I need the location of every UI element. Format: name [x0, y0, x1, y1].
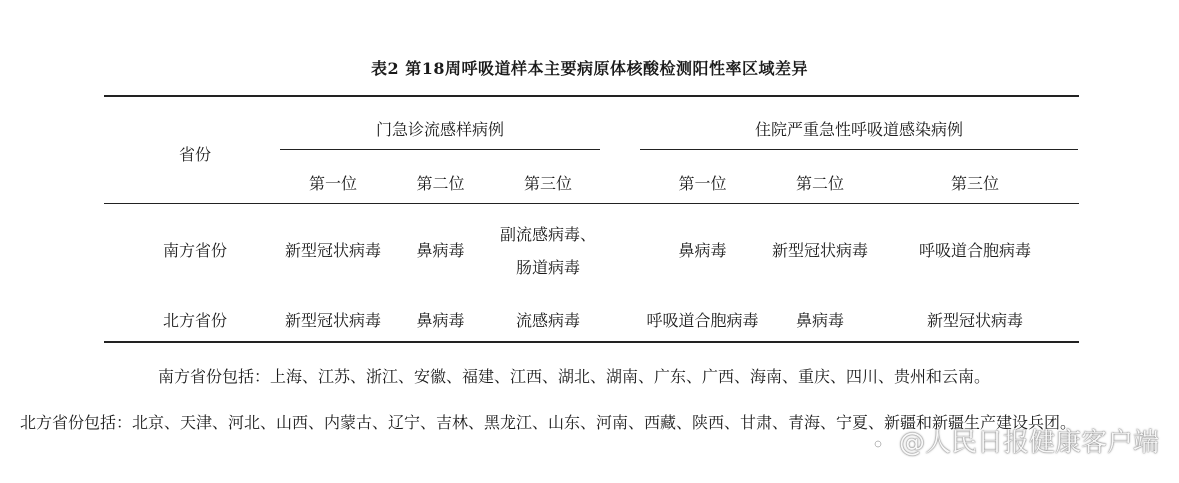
row-south-outpatient-2: 鼻病毒 — [416, 241, 465, 260]
row-south-region: 南方省份 — [162, 241, 227, 260]
row-north-inpatient-3: 新型冠状病毒 — [926, 311, 1023, 330]
row-south-outpatient-1: 新型冠状病毒 — [284, 241, 381, 260]
weibo-logo-icon — [867, 429, 893, 455]
row-south-inpatient-3: 呼吸道合胞病毒 — [918, 241, 1031, 260]
row-south-inpatient-1: 鼻病毒 — [678, 241, 727, 260]
subheader-outpatient-3: 第三位 — [523, 174, 572, 193]
row-south-inpatient-2: 新型冠状病毒 — [771, 241, 868, 260]
row-north-outpatient-2: 鼻病毒 — [416, 311, 465, 330]
table-top-rule — [104, 95, 1079, 97]
row-north-outpatient-1: 新型冠状病毒 — [284, 311, 381, 330]
header-province: 省份 — [178, 145, 211, 164]
header-group-outpatient: 门急诊流感样病例 — [375, 120, 504, 139]
note-south-provinces: 南方省份包括：上海、江苏、浙江、安徽、福建、江西、湖北、湖南、广东、广西、海南、重庆、四川、贵州和云南。 — [158, 367, 991, 386]
header-bottom-rule — [104, 203, 1079, 204]
row-north-inpatient-1: 呼吸道合胞病毒 — [646, 311, 759, 330]
subheader-inpatient-2: 第二位 — [795, 174, 844, 193]
watermark-text: @人民日报健康客户端 — [898, 428, 1159, 458]
row-south-outpatient-3-line1: 副流感病毒、 — [499, 225, 596, 244]
group-rule-outpatient — [280, 149, 600, 150]
subheader-inpatient-3: 第三位 — [950, 174, 999, 193]
table-title: 表2 第18周呼吸道样本主要病原体核酸检测阳性率区域差异 — [371, 59, 808, 78]
subheader-inpatient-1: 第一位 — [678, 174, 727, 193]
row-north-outpatient-3: 流感病毒 — [515, 311, 580, 330]
row-south-outpatient-3-line2: 肠道病毒 — [515, 258, 580, 277]
note-north-provinces: 北方省份包括：北京、天津、河北、山西、内蒙古、辽宁、吉林、黑龙江、山东、河南、西藏、陕西、甘肃、青海、宁夏、新疆和新疆生产建设兵团。 — [20, 413, 1077, 432]
group-rule-inpatient — [640, 149, 1078, 150]
header-group-inpatient: 住院严重急性呼吸道感染病例 — [754, 120, 963, 139]
row-north-region: 北方省份 — [162, 311, 227, 330]
row-north-inpatient-2: 鼻病毒 — [795, 311, 844, 330]
table-bottom-rule — [104, 341, 1079, 343]
subheader-outpatient-2: 第二位 — [416, 174, 465, 193]
watermark — [867, 422, 1159, 459]
subheader-outpatient-1: 第一位 — [308, 174, 357, 193]
